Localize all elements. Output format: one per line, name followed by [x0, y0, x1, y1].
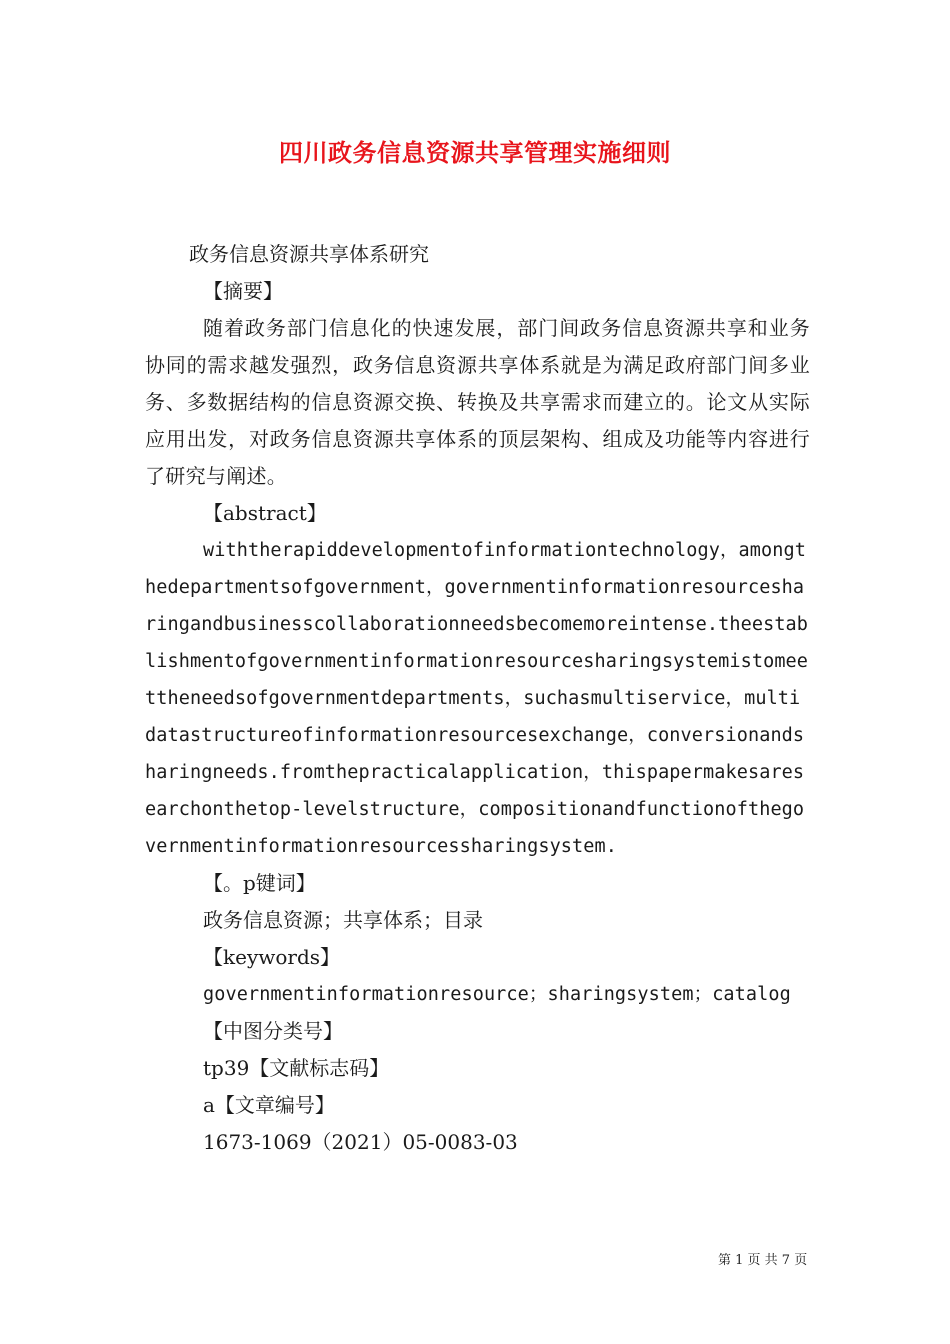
- doc-code-line: a【文章编号】: [203, 1093, 335, 1117]
- keywords-heading: 【。p键词】: [203, 871, 316, 895]
- keywords-text: 政务信息资源；共享体系；目录: [203, 908, 483, 932]
- article-number: 1673-1069（2021）05-0083-03: [203, 1130, 518, 1154]
- document-body: [145, 236, 810, 1161]
- clc-heading: 【中图分类号】: [203, 1019, 343, 1043]
- abstract-heading: 【摘要】: [203, 279, 283, 303]
- keywords-en-text: governmentinformationresource；sharingsystem；catalog: [203, 984, 791, 1005]
- abstract-en-paragraph: withtherapiddevelopmentofinformationtechnology，amongthedepartmentsofgovernment，governmentinformationresourcesharingandbusinesscollaborationneedsbecomemoreintense.theestablishmentofgovernmentinformationresourcesharingsystemistomeettheneedsofgovernmentdepartments，suchasmultiservice，multidatastructureofinformationresourcesexchange，conversionandsharingneeds.fromthepracticalapplication，thispapermakesaresearchonthetop-levelstructure，compositionandfunctionofthegovernmentinformationresourcessharingsystem.: [145, 540, 809, 857]
- clc-line: tp39【文献标志码】: [203, 1056, 390, 1080]
- paper-subtitle: 政务信息资源共享体系研究: [189, 242, 429, 266]
- keywords-en-heading: 【keywords】: [203, 945, 341, 969]
- document-title: 四川政务信息资源共享管理实施细则: [279, 139, 671, 167]
- page-number: 第 1 页 共 7 页: [718, 1253, 808, 1268]
- abstract-paragraph: 随着政务部门信息化的快速发展，部门间政务信息资源共享和业务协同的需求越发强烈，政务信息资源共享体系就是为满足政府部门间多业务、多数据结构的信息资源交换、转换及共享需求而建立的。论文从实际应用出发，对政务信息资源共享体系的顶层架构、组成及功能等内容进行了研究与阐述。: [145, 316, 810, 488]
- abstract-en-heading: 【abstract】: [203, 501, 327, 525]
